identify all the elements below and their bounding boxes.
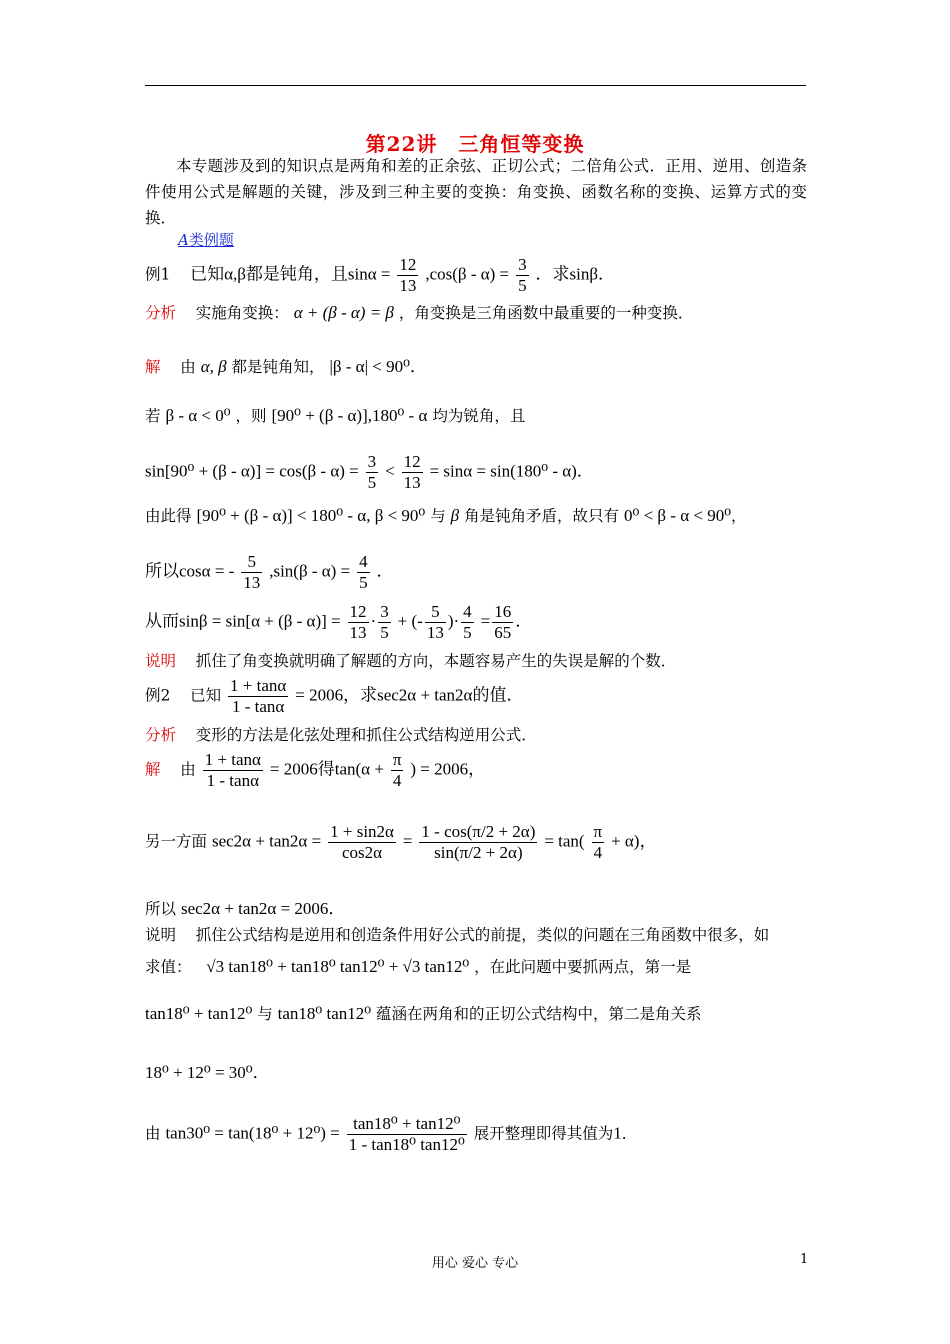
solution-1-math: + (- <box>397 611 423 631</box>
example-1-label: 例1 <box>145 265 171 284</box>
solution-1-text: ，则 <box>235 407 267 425</box>
solution-1-math: = sinα = sin(180⁰ - α)． <box>429 461 594 481</box>
solution-1-math: α, β <box>200 357 227 376</box>
fraction: $\frac{12}{13}$ <box>403 452 421 492</box>
solution-1-math: · <box>370 611 377 631</box>
fraction: $\frac{5}{13}$ <box>426 602 444 642</box>
note-1 <box>145 650 676 672</box>
note-2-math: tan18⁰ + tan12⁰ <box>145 1004 253 1023</box>
note-2-text: ，在此问题中要抓两点，第一是 <box>474 958 692 976</box>
fraction: $\frac{4}{5}$ <box>359 552 368 592</box>
example-1-fraction-2: $\frac{3}{5}$ <box>518 255 527 295</box>
intro-text: 本专题涉及到的知识点是两角和差的正余弦、正切公式；二倍角公式．正用、逆用、创造条件使用公式是解题的关键，涉及到三种主要的变换：角变换、函数名称的变换、运算方式的变换． <box>145 157 807 227</box>
page-number: 1 <box>800 1252 809 1267</box>
page-title: 第22讲 三角恒等变换 <box>365 132 585 156</box>
analysis-1 <box>145 302 693 324</box>
note-2-line-3 <box>145 1003 702 1025</box>
solution-1-text: 由此得 <box>145 507 192 525</box>
fraction: $\frac{4}{5}$ <box>463 602 472 642</box>
solution-1-line-3 <box>145 452 594 493</box>
analysis-1-math: α + (β - α) = β <box>293 303 394 322</box>
solution-2-math: + α)， <box>611 831 657 851</box>
solution-2-line-1 <box>145 750 485 791</box>
solution-1-math: β - α < 0⁰ <box>165 406 231 425</box>
analysis-1-label: 分析 <box>145 304 177 322</box>
note-2-text: ． <box>621 1124 638 1143</box>
fraction: $\frac{3}{5}$ <box>367 452 377 492</box>
fraction: $\frac{16}{65}$ <box>494 602 512 642</box>
solution-2-label: 解 <box>145 760 161 779</box>
solution-2-math: sec2α + tan2α = <box>211 831 322 851</box>
analysis-2-label: 分析 <box>145 726 177 744</box>
solution-1-text: 若 <box>145 407 161 425</box>
fraction: $\frac{\text{tan18⁰ + tan12⁰}}{\text{1 - tan18⁰ tan12⁰}}$ <box>348 1114 465 1154</box>
note-2-text: 与 <box>257 1005 273 1023</box>
section-tag[interactable] <box>178 229 234 250</box>
solution-1-text: 由 <box>180 358 196 376</box>
solution-1-math: 0⁰ < β - α < 90⁰ <box>624 506 732 525</box>
solution-1-line-2 <box>145 405 525 427</box>
note-1-label: 说明 <box>145 652 177 670</box>
solution-1-math: ,sin(β - α) = <box>269 561 351 581</box>
solution-1-line-4 <box>145 505 747 527</box>
solution-1-math: |β - α| < 90⁰． <box>329 357 427 376</box>
solution-1-text: 都是钝角知， <box>231 358 325 376</box>
top-rule <box>145 85 806 86</box>
analysis-2 <box>145 724 537 746</box>
note-2-line-2 <box>145 956 691 978</box>
analysis-2-text: 变形的方法是化弦处理和抓住公式结构逆用公式． <box>195 726 537 744</box>
solution-1-text: 均为锐角，且 <box>432 407 526 425</box>
solution-2-text: 由 <box>180 760 196 779</box>
solution-1-text: 与 <box>430 507 446 525</box>
solution-1-math: [90⁰ + (β - α)] < 180⁰ - α, β < 90⁰ <box>196 506 426 525</box>
solution-2-math: = 2006得tan(α + <box>269 759 384 779</box>
solution-1-line-6 <box>145 602 532 643</box>
solution-1-math: 所以cosα = - <box>145 561 235 581</box>
note-2-line-5 <box>145 1114 637 1155</box>
solution-1-math: = <box>480 611 491 631</box>
note-2-math: 18⁰ + 12⁰ = 30⁰． <box>145 1063 270 1082</box>
note-2-math: 1 <box>613 1123 622 1143</box>
note-2-text: 由 <box>145 1124 161 1143</box>
note-2-math: tan18⁰ tan12⁰ <box>277 1004 372 1023</box>
fraction: $\frac{1 + \tan\alpha}{1 - \tan\alpha}$ <box>204 750 261 790</box>
solution-2-line-2 <box>145 822 656 863</box>
note-2-math: tan30⁰ = tan(18⁰ + 12⁰) = <box>165 1123 340 1143</box>
solution-1-line-5 <box>145 552 394 593</box>
solution-2-line-3 <box>145 898 345 920</box>
fraction: $\frac{3}{5}$ <box>380 602 389 642</box>
page-footer: 用心 爱心 专心 <box>431 1256 519 1271</box>
analysis-1-text-b: ，角变换是三角函数中最重要的一种变换． <box>398 304 694 322</box>
example-2-fraction: $\frac{1 + \tan\alpha}{1 - \tan\alpha}$ <box>230 676 287 716</box>
note-2-line-1 <box>145 924 807 946</box>
solution-1-label: 解 <box>145 358 161 376</box>
solution-2-text: 所以 <box>145 900 177 918</box>
solution-2-math: = <box>402 831 413 851</box>
fraction: $\frac{5}{13}$ <box>243 552 261 592</box>
solution-1-math: ． <box>515 611 533 631</box>
solution-1-text: ， <box>731 507 747 525</box>
example-2 <box>145 676 523 717</box>
note-1-text: 抓住了角变换就明确了解题的方向，本题容易产生的失误是解的个数． <box>195 652 677 670</box>
fraction: $\frac{1 - \cos(\pi/2 + 2\alpha)}{\sin(\pi/2 + 2\alpha)}$ <box>421 822 536 862</box>
solution-2-math: = tan( <box>544 831 585 851</box>
example-2-text: = 2006，求sec2α + tan2α的值． <box>295 685 524 705</box>
solution-1-line-1 <box>145 356 427 378</box>
solution-2-text: 另一方面 <box>145 832 208 851</box>
intro-paragraph <box>145 153 807 231</box>
note-2-label: 说明 <box>145 926 177 944</box>
note-2-text: 抓住公式结构是逆用和创造条件用好公式的前提，类似的问题在三角函数中很多，如 <box>195 926 770 944</box>
example-1-text-b: ,cos(β - α) = <box>425 264 510 284</box>
example-1-text-c: ．求sinβ． <box>535 264 616 284</box>
solution-2-math: sec2α + tan2α = 2006． <box>180 899 346 918</box>
example-2-label: 例2 <box>145 686 171 705</box>
solution-2-math: ) = 2006， <box>410 759 486 779</box>
note-2-line-4 <box>145 1062 270 1084</box>
note-2-math: √3 tan18⁰ + tan18⁰ tan12⁰ + √3 tan12⁰ <box>206 957 470 976</box>
section-tag-letter: A <box>178 231 189 249</box>
note-2-text: 蕴涵在两角和的正切公式结构中，第二是角关系 <box>376 1005 702 1023</box>
example-1-fraction-1: $\frac{12}{13}$ <box>399 255 417 295</box>
analysis-1-text-a: 实施角变换： <box>195 304 289 322</box>
fraction: $\frac{12}{13}$ <box>349 602 367 642</box>
solution-1-math: < <box>385 461 395 481</box>
example-1 <box>145 255 615 296</box>
solution-1-math: ． <box>376 561 394 581</box>
solution-1-math: sin[90⁰ + (β - α)] = cos(β - α) = <box>145 461 359 481</box>
solution-1-text: 角是钝角矛盾，故只有 <box>464 507 620 525</box>
solution-1-math: β <box>450 506 460 525</box>
solution-1-math: 从而sinβ = sin[α + (β - α)] = <box>145 611 341 631</box>
note-2-text: 求值： <box>145 958 192 976</box>
example-2-text: 已知 <box>190 686 222 705</box>
note-2-text: 展开整理即得其值为 <box>473 1124 614 1143</box>
solution-1-math: )· <box>447 611 460 631</box>
fraction: $\frac{\pi}{4}$ <box>392 750 402 790</box>
fraction: $\frac{\pi}{4}$ <box>593 822 603 862</box>
solution-1-math: [90⁰ + (β - α)],180⁰ - α <box>271 406 428 425</box>
example-1-text-a: 已知α,β都是钝角，且sinα = <box>190 264 391 284</box>
fraction: $\frac{1 + \sin 2\alpha}{\cos 2\alpha}$ <box>330 822 394 862</box>
section-tag-text: 类例题 <box>188 231 234 249</box>
